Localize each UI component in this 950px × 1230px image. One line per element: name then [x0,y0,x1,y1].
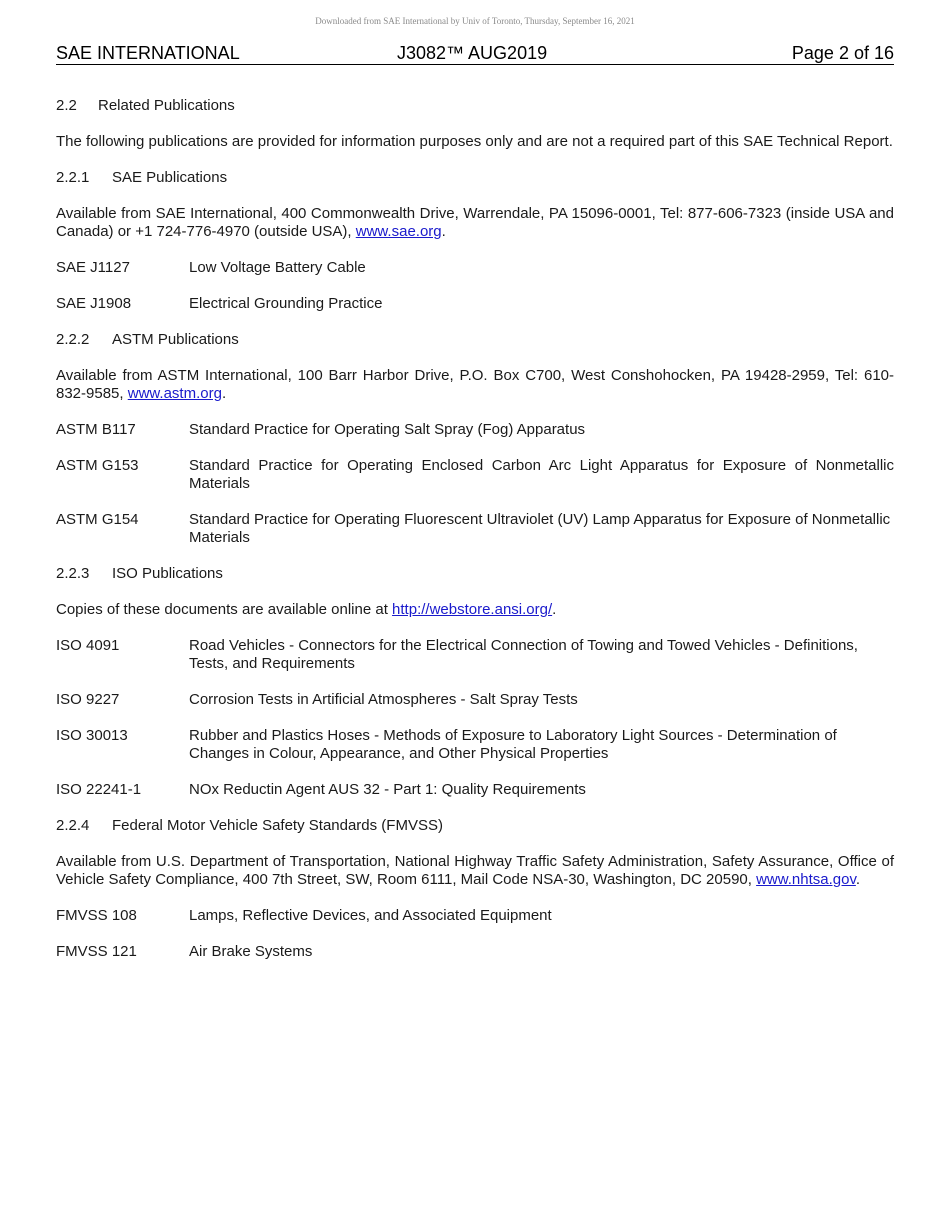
availability-text: Available from ASTM International, 100 Barr Harbor Drive, P.O. Box C700, West Conshohocken, PA 19428-2959, Tel: 610-832-9585, [56,367,894,402]
section-heading-2-2-3 [56,565,894,583]
reference-entry [56,457,894,493]
section-title: SAE Publications [112,169,228,186]
reference-code: SAE J1127 [56,259,130,276]
section-number: 2.2 [56,97,77,114]
reference-entry [56,511,894,547]
header-org: SAE INTERNATIONAL [56,43,240,63]
reference-entry [56,259,894,277]
reference-title: Standard Practice for Operating Salt Spray (Fog) Apparatus [189,421,586,438]
reference-code: ISO 30013 [56,727,128,744]
section-title: ASTM Publications [112,331,239,348]
reference-code: SAE J1908 [56,295,132,312]
reference-title: Rubber and Plastics Hoses - Methods of Exposure to Laboratory Light Sources - Determination of Changes in Colour, Appearance, and Other Physical Properties [189,727,837,762]
availability-text: Copies of these documents are available online at [56,601,393,618]
reference-code: FMVSS 108 [56,907,137,924]
punctuation: . [855,871,861,888]
reference-code: ASTM G154 [56,511,139,528]
reference-entry [56,907,894,925]
download-watermark: Downloaded from SAE International by Univ of Toronto, Thursday, September 16, 2021 [315,16,635,26]
reference-title: Lamps, Reflective Devices, and Associated Equipment [189,907,552,924]
reference-title: Air Brake Systems [189,943,313,960]
reference-code: ISO 22241-1 [56,781,142,798]
section-heading-2-2-2 [56,331,894,349]
astm-website-link[interactable]: www.astm.org [127,385,222,402]
reference-title: NOx Reductin Agent AUS 32 - Part 1: Quality Requirements [189,781,586,798]
availability-paragraph [56,601,894,619]
reference-code: FMVSS 121 [56,943,137,960]
reference-title: Road Vehicles - Connectors for the Electrical Connection of Towing and Towed Vehicles - Definitions, Tests, and Requirements [189,637,858,672]
section-title: ISO Publications [112,565,223,582]
punctuation: . [552,601,557,618]
availability-paragraph [56,367,894,403]
header-doc-id: J3082™ AUG2019 [397,43,548,63]
section-heading-2-2-1 [56,169,894,187]
section-heading-2-2 [56,97,894,115]
reference-entry [56,421,894,439]
punctuation: . [441,223,446,240]
reference-code: ASTM G153 [56,457,139,474]
section-number: 2.2.4 [56,817,90,834]
reference-entry [56,781,894,799]
section-number: 2.2.3 [56,565,90,582]
reference-entry [56,727,894,763]
punctuation: . [221,385,227,402]
reference-entry [56,637,894,673]
section-number: 2.2.2 [56,331,90,348]
availability-text: Available from SAE International, 400 Commonwealth Drive, Warrendale, PA 15096-0001, Tel: 877-606-7323 (inside USA and Canada) or +1 724-776-4970 (outside USA), [56,205,894,240]
reference-title: Corrosion Tests in Artificial Atmospheres - Salt Spray Tests [189,691,578,708]
reference-title: Standard Practice for Operating Fluorescent Ultraviolet (UV) Lamp Apparatus for Exposure of Nonmetallic Materials [189,511,891,546]
section-heading-2-2-4 [56,817,894,835]
section-intro: The following publications are provided for information purposes only and are not a required part of this SAE Technical Report. [56,133,893,150]
section-title: Related Publications [98,97,235,114]
reference-code: ISO 4091 [56,637,120,654]
section-number: 2.2.1 [56,169,90,186]
availability-text: Available from U.S. Department of Transportation, National Highway Traffic Safety Administration, Safety Assurance, Office of Vehicle Safety Compliance, 400 7th Street, SW, Room 6111, Mail Code NSA-30, Washington, DC 20590, [56,853,894,888]
availability-paragraph [56,205,894,241]
document-body [56,97,894,979]
availability-paragraph [56,853,894,889]
reference-entry [56,295,894,313]
header-page-number: Page 2 of 16 [791,43,894,63]
section-title: Federal Motor Vehicle Safety Standards (FMVSS) [112,817,443,834]
page-header [56,43,894,65]
reference-title: Standard Practice for Operating Enclosed Carbon Arc Light Apparatus for Exposure of Nonmetallic Materials [189,457,894,492]
nhtsa-website-link[interactable]: www.nhtsa.gov [756,871,856,888]
reference-entry [56,691,894,709]
reference-code: ISO 9227 [56,691,120,708]
sae-website-link[interactable]: www.sae.org [355,223,442,240]
reference-entry [56,943,894,961]
reference-title: Electrical Grounding Practice [189,295,383,312]
reference-title: Low Voltage Battery Cable [189,259,366,276]
reference-code: ASTM B117 [56,421,136,438]
ansi-webstore-link[interactable]: http://webstore.ansi.org/ [392,601,553,618]
